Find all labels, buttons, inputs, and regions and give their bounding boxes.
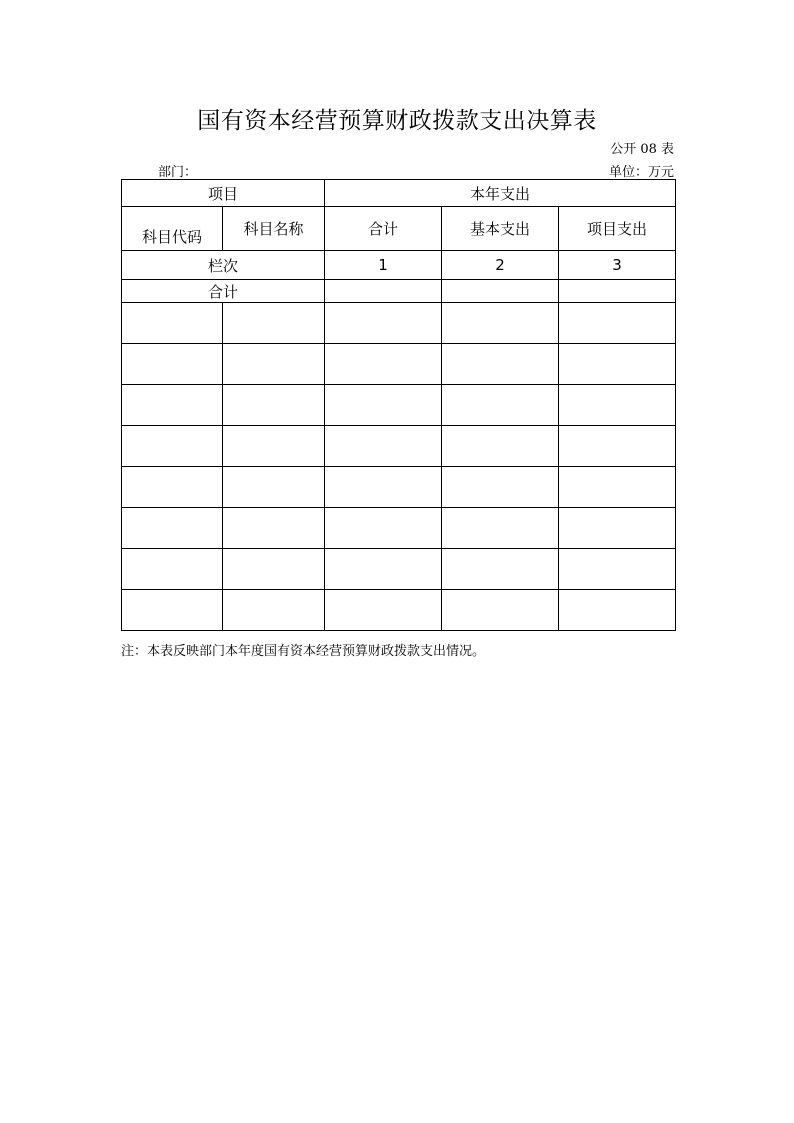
unit-label: 单位：万元 — [608, 165, 674, 180]
header-project-expense: 项目支出 — [559, 207, 676, 251]
table-row — [122, 467, 676, 508]
table-row — [122, 590, 676, 631]
table-subheader-row — [122, 207, 676, 251]
table-cell — [122, 426, 223, 467]
table-cell — [223, 385, 325, 426]
column-number-row — [122, 251, 676, 280]
table-cell — [559, 426, 676, 467]
table-cell — [122, 385, 223, 426]
table-cell — [442, 590, 559, 631]
table-cell — [442, 426, 559, 467]
table-cell — [442, 303, 559, 344]
header-total: 合计 — [325, 207, 442, 251]
column-number-1: 1 — [325, 251, 442, 280]
table-cell — [325, 385, 442, 426]
table-cell — [122, 590, 223, 631]
table-cell — [223, 590, 325, 631]
total-cell — [325, 280, 442, 303]
table-cell — [442, 467, 559, 508]
table-cell — [325, 549, 442, 590]
table-cell — [442, 344, 559, 385]
table-cell — [122, 344, 223, 385]
table-cell — [223, 303, 325, 344]
table-cell — [325, 508, 442, 549]
total-cell — [559, 280, 676, 303]
table-cell — [442, 549, 559, 590]
table-cell — [325, 590, 442, 631]
table-row — [122, 303, 676, 344]
table-cell — [223, 549, 325, 590]
total-row — [122, 280, 676, 303]
page-title: 国有资本经营预算财政拨款支出决算表 — [197, 108, 597, 134]
table-cell — [559, 385, 676, 426]
table-row — [122, 426, 676, 467]
table-cell — [122, 549, 223, 590]
table-cell — [223, 344, 325, 385]
header-subject-code: 科目代码 — [122, 207, 223, 251]
table-cell — [122, 467, 223, 508]
table-cell — [223, 467, 325, 508]
column-number-3: 3 — [559, 251, 676, 280]
table-cell — [442, 508, 559, 549]
column-number-2: 2 — [442, 251, 559, 280]
table-cell — [122, 508, 223, 549]
table-cell — [559, 590, 676, 631]
total-cell — [442, 280, 559, 303]
table-cell — [325, 426, 442, 467]
table-cell — [442, 385, 559, 426]
table-cell — [559, 467, 676, 508]
column-order-label: 栏次 — [122, 251, 325, 280]
header-item: 项目 — [122, 180, 325, 207]
table-header-row — [122, 180, 676, 207]
table-cell — [122, 303, 223, 344]
table-row — [122, 385, 676, 426]
header-basic-expense: 基本支出 — [442, 207, 559, 251]
header-subject-name: 科目名称 — [223, 207, 325, 251]
table-cell — [325, 467, 442, 508]
table-row — [122, 508, 676, 549]
table-cell — [559, 549, 676, 590]
table-cell — [325, 344, 442, 385]
table-row — [122, 344, 676, 385]
total-row-label: 合计 — [122, 280, 325, 303]
expenditure-table — [121, 179, 676, 631]
footnote: 注：本表反映部门本年度国有资本经营预算财政拨款支出情况。 — [121, 644, 486, 659]
table-cell — [223, 426, 325, 467]
table-row — [122, 549, 676, 590]
table-cell — [559, 344, 676, 385]
table-cell — [559, 303, 676, 344]
table-cell — [559, 508, 676, 549]
form-code: 公开 08 表 — [610, 142, 674, 157]
table-cell — [223, 508, 325, 549]
department-label: 部门： — [158, 165, 198, 180]
table-cell — [325, 303, 442, 344]
header-current-year: 本年支出 — [325, 180, 676, 207]
